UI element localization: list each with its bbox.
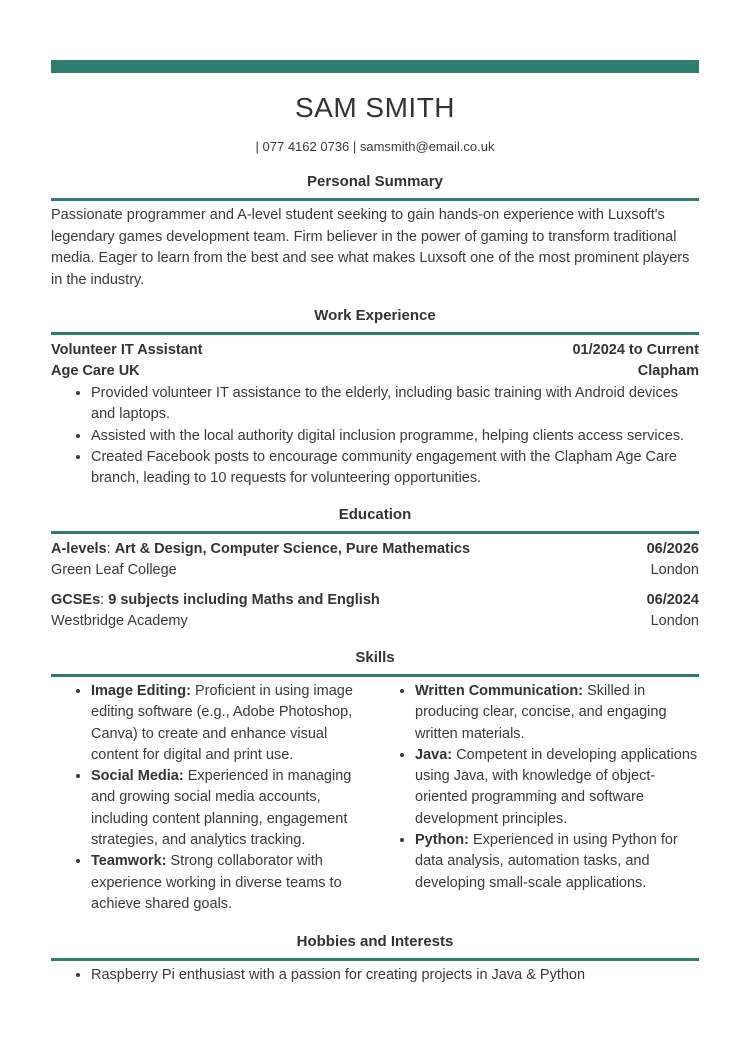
section-title-work: Work Experience [314, 307, 436, 324]
section-divider [51, 198, 699, 201]
skill-description: Experienced in managing and growing social media accounts, including content planning, engagement strategies, and analytics tracking. [91, 768, 352, 849]
education-qualification: GCSEs [51, 592, 101, 608]
skill-name: Written Communication: [415, 683, 584, 699]
job-role: Volunteer IT Assistant [51, 342, 203, 358]
section-title-education: Education [338, 506, 412, 523]
list-item: • Provided volunteer IT assistance to the elderly, including basic training with Android devices and laptops. [91, 383, 699, 426]
skill-description: Strong collaborator with experience working in diverse teams to achieve shared goals. [91, 853, 342, 912]
education-school: Green Leaf College [51, 562, 177, 578]
skill-name: Teamwork: [91, 853, 167, 870]
skill-item [91, 851, 375, 915]
job-dates: 01/2024 to Current [572, 342, 699, 358]
skill-description: Competent in developing applications using Java, with knowledge of object-oriented programming and software development principles. [415, 746, 698, 827]
skills-column-left [51, 681, 375, 915]
education-subjects: 9 subjects including Maths and English [108, 592, 380, 608]
education-qualification: A-levels [51, 541, 107, 557]
job-location: Clapham [637, 363, 699, 379]
list-item: • Created Facebook posts to encourage community engagement with the Clapham Age Care branch, leading to 10 requests for volunteering opportunities. [91, 447, 699, 490]
skill-description: Experienced in using Python for data analysis, automation tasks, and developing small-scale applications. [415, 832, 678, 891]
education-date: 06/2026 [646, 541, 699, 557]
skills-column-right [375, 681, 699, 894]
skill-item [415, 830, 699, 894]
education-school: Westbridge Academy [51, 613, 188, 629]
section-divider [51, 958, 699, 961]
job-employer: Age Care UK [51, 363, 140, 379]
education-date: 06/2024 [646, 592, 699, 608]
skill-item [91, 681, 375, 766]
section-title-skills: Skills [355, 649, 395, 666]
section-title-hobbies: Hobbies and Interests [296, 933, 454, 950]
candidate-name: SAM SMITH [294, 92, 456, 123]
education-entry-header: A-levels: Art & Design, Computer Science, Pure Mathematics 06/2026 [51, 539, 699, 560]
job-bullets [51, 383, 699, 489]
education-entry-header: GCSEs: 9 subjects including Maths and English 06/2024 [51, 590, 699, 611]
skill-description: Proficient in using image editing software (e.g., Adobe Photoshop, Canva) to create and enhance visual content for digital and print use. [91, 683, 353, 763]
header-accent-bar [51, 60, 699, 73]
section-divider [51, 332, 699, 335]
education-location: London [650, 562, 699, 578]
skill-name: Java: [415, 746, 453, 763]
skill-name: Python: [415, 832, 469, 849]
skill-item [91, 766, 375, 851]
section-divider [51, 531, 699, 534]
list-item: • Raspberry Pi enthusiast with a passion for creating projects in Java & Python [91, 965, 699, 986]
job-employer-row [51, 361, 699, 382]
hobbies-list [51, 965, 699, 986]
skill-name: Social Media: [91, 768, 184, 785]
contact-line: | 077 4162 0736 | samsmith@email.co.uk [255, 139, 495, 154]
education-entry-school [51, 560, 699, 581]
skill-name: Image Editing: [91, 683, 191, 699]
section-title-summary: Personal Summary [307, 173, 443, 190]
education-subjects: Art & Design, Computer Science, Pure Mathematics [114, 541, 471, 557]
skill-description: Skilled in producing clear, concise, and engaging written materials. [415, 683, 667, 742]
skill-item [415, 745, 699, 830]
job-header-row [51, 340, 699, 361]
skill-item [415, 681, 699, 745]
education-entry-school [51, 611, 699, 632]
section-divider [51, 674, 699, 677]
education-location: London [650, 613, 699, 629]
list-item: • Assisted with the local authority digital inclusion programme, helping clients access services. [91, 426, 699, 447]
summary-text: Passionate programmer and A-level student seeking to gain hands-on experience with Luxsoft's legendary games development team. Firm believer in the power of gaming to transform traditional media. Eager to learn from the best and see what makes Luxsoft one of the most prominent players in the industry. [51, 207, 690, 288]
